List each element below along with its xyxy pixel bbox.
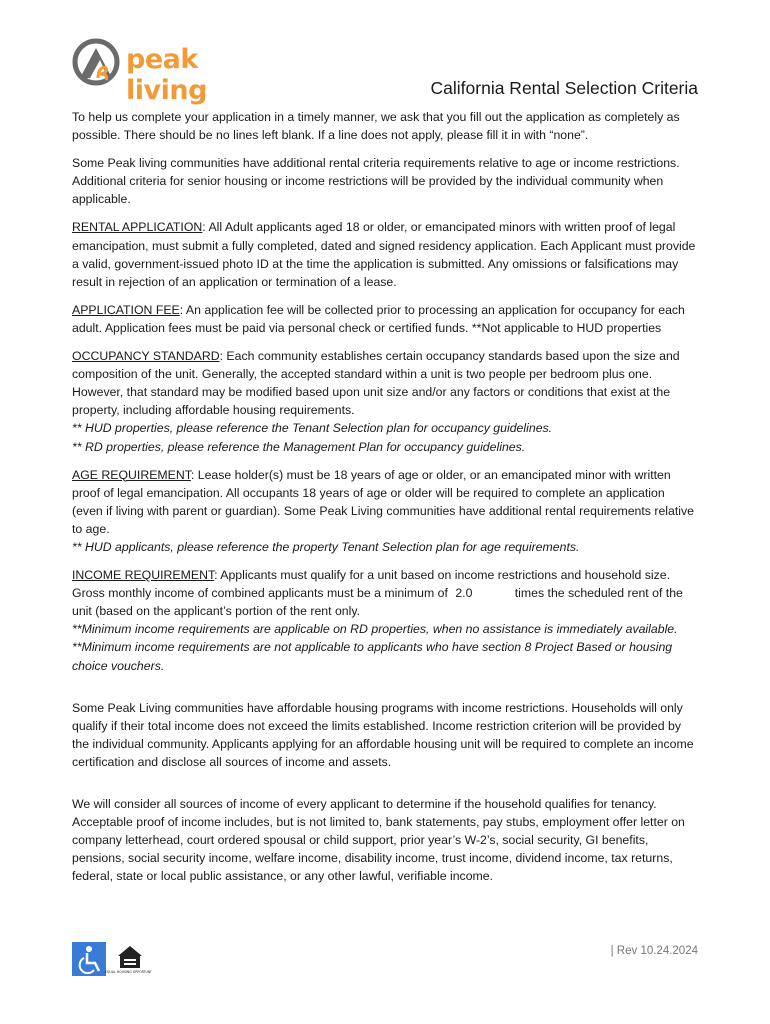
section-spacer [72,685,698,699]
income-rd-note: **Minimum income requirements are applicable on RD properties, when no assistance is immediately available. [72,622,678,637]
footer-icons [72,940,152,978]
income-requirement-body-post: times the scheduled rent of the unit (based on the applicant’s portion of the rent only. [72,586,683,619]
occupancy-standard-section [72,347,698,456]
section-spacer [72,781,698,795]
equal-housing-text: EQUAL HOUSING OPPORTUNITY [104,970,152,974]
age-requirement-heading: AGE REQUIREMENT [72,467,191,482]
occupancy-standard-body: : Each community establishes certain occupancy standards based upon the size and composition of the unit. Generally, the accepted standard within a unit is two people per bedroom plus one. However, that standard may be modified based upon unit size and/or any factors or conditions that exist at the property, including affordable housing requirements. [72,349,680,418]
brand-name: peak living [126,44,207,106]
affordable-housing-paragraph: Some Peak Living communities have affordable housing programs with income restrictions. Households will only qualify if their total income does not exceed the limits established. Income restriction criterion will be provided by the individual community. Applicants applying for an affordable housing unit will be required to complete an income certification and disclose all sources of income and assets. [72,700,694,769]
income-sources-paragraph: We will consider all sources of income of every applicant to determine if the household qualifies for tenancy. Acceptable proof of income includes, but is not limited to, bank statements, pay stubs, employment offer letter on company letterhead, court ordered spousal or child support, prior year’s W-2’s, social security, GI benefits, pensions, social security income, welfare income, disability income, trust income, dividend income, tax returns, federal, state or local public assistance, or any other lawful, verifiable income. [72,797,685,884]
accessibility-icon [72,942,106,976]
document-body [72,108,698,895]
occupancy-standard-heading: OCCUPANCY STANDARD [72,349,220,364]
income-requirement-body-pre: : Applicants must qualify for a unit based on income restrictions and household size. Gross monthly income of combined applicants must be a minimum of [72,568,671,601]
income-multiplier-field[interactable]: 2.0 [455,586,473,601]
occupancy-hud-note: ** HUD properties, please reference the Tenant Selection plan for occupancy guidelines. [72,421,553,436]
income-section8-note: **Minimum income requirements are not applicable to applicants who have section 8 Project Based or housing choice vouchers. [72,640,673,673]
rental-application-heading: RENTAL APPLICATION [72,220,203,235]
age-requirement-body: : Lease holder(s) must be 18 years of age or older, or an emancipated minor with written proof of legal emancipation. All occupants 18 years of age or older will be required to complete an application (even if living with parent or guardian). Some Peak Living communities have additional rental requirements relative to age. [72,467,694,536]
equal-housing-icon [105,946,152,974]
application-fee-section [72,301,698,337]
age-hud-note: ** HUD applicants, please reference the property Tenant Selection plan for age requirements. [72,539,580,554]
income-requirement-section [72,566,698,675]
occupancy-rd-note: ** RD properties, please reference the Management Plan for occupancy guidelines. [72,439,526,454]
peak-logo-icon [72,38,120,86]
peak-living-logo [72,38,282,106]
page-title: California Rental Selection Criteria [430,78,698,98]
rental-application-section [72,218,698,290]
revision-date: | Rev 10.24.2024 [610,945,698,957]
intro-paragraph-2: Some Peak living communities have additional rental criteria requirements relative to age or income restrictions. Additional criteria for senior housing or income restrictions will be provided by the individual community when applicable. [72,156,680,207]
income-requirement-heading: INCOME REQUIREMENT [72,568,215,583]
rental-application-body: : All Adult applicants aged 18 or older, or emancipated minors with written proof of legal emancipation, must submit a fully completed, dated and signed residency application. Each Applicant must provide a valid, government-issued photo ID at the time the application is submitted. Any omissions or falsifications may result in rejection of an application or termination of a lease. [72,220,696,289]
footer-icons-graphic [72,940,152,978]
application-fee-heading: APPLICATION FEE [72,302,180,317]
application-fee-body: : An application fee will be collected prior to processing an application for occupancy for each adult. Application fees must be paid via personal check or certified funds. **Not applicable to HUD properties [72,302,685,335]
age-requirement-section [72,466,698,556]
intro-paragraph-1: To help us complete your application in a timely manner, we ask that you fill out the application as completely as possible. There should be no lines left blank. If a line does not apply, please fill it in with “none”. [72,110,680,143]
